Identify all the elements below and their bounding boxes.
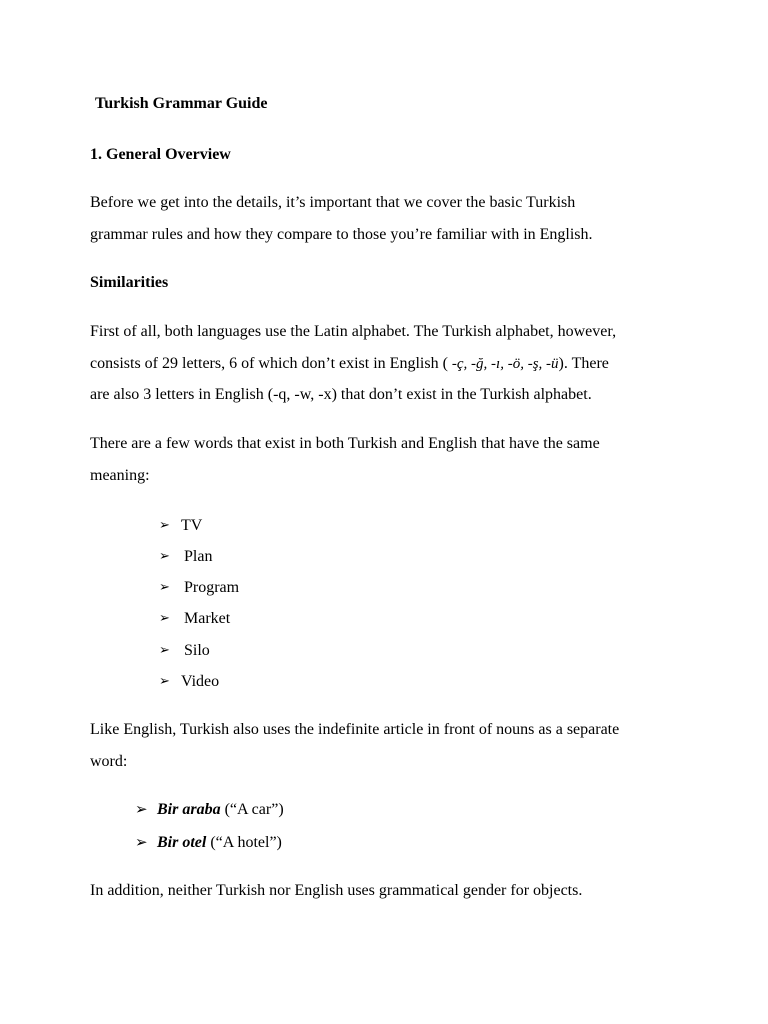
arrow-bullet-icon: ➢ (159, 642, 170, 657)
arrow-bullet-icon: ➢ (159, 673, 170, 688)
example-term: Bir araba (157, 801, 221, 818)
section-heading: 1. General Overview (90, 146, 231, 163)
paragraph-2-line-1: There are a few words that exist in both Turkish and English that have the same (90, 435, 600, 452)
paragraph-2-line-2: meaning: (90, 467, 150, 484)
example-translation: (“A car”) (220, 801, 284, 818)
paragraph-1-line-1: First of all, both languages use the Latin alphabet. The Turkish alphabet, however, (90, 323, 617, 340)
list-item (159, 671, 219, 692)
example-term: Bir otel (157, 834, 207, 851)
list-item-text: Program (184, 579, 240, 596)
paragraph-1-line-3: are also 3 letters in English (-q, -w, -x) that don’t exist in the Turkish alphabet. (90, 386, 592, 403)
list-item (159, 608, 230, 629)
arrow-bullet-icon: ➢ (159, 517, 170, 532)
arrow-bullet-icon: ➢ (135, 802, 148, 818)
list-item (159, 546, 212, 567)
arrow-bullet-icon: ➢ (159, 579, 170, 594)
example-translation: (“A hotel”) (206, 834, 282, 851)
list-item (135, 833, 282, 853)
paragraph-4-line-1: In addition, neither Turkish nor English uses grammatical gender for objects. (90, 882, 583, 899)
intro-line-1: Before we get into the details, it’s important that we cover the basic Turkish (90, 194, 576, 211)
paragraph-1-line-2 (90, 354, 609, 374)
list-item (135, 800, 284, 820)
arrow-bullet-icon: ➢ (135, 835, 148, 851)
arrow-bullet-icon: ➢ (159, 548, 170, 563)
turkish-letters: -ç, -ğ, -ı, -ö, -ş, -ü (451, 356, 559, 372)
list-item (159, 515, 202, 536)
arrow-bullet-icon: ➢ (159, 610, 170, 625)
paragraph-1-line-2-end: ). There (558, 355, 609, 372)
paragraph-1-line-2-start: consists of 29 letters, 6 of which don’t exist in English ( (90, 355, 452, 372)
subheading-similarities: Similarities (90, 274, 169, 291)
document-title: Turkish Grammar Guide (95, 95, 268, 112)
list-item-text: Silo (184, 642, 210, 659)
list-item (159, 640, 210, 661)
list-item-text: Market (184, 610, 231, 627)
paragraph-3-line-1: Like English, Turkish also uses the indefinite article in front of nouns as a separate (90, 721, 620, 738)
paragraph-3-line-2: word: (90, 753, 128, 770)
intro-line-2: grammar rules and how they compare to those you’re familiar with in English. (90, 226, 593, 243)
list-item-text: TV (181, 517, 203, 534)
list-item (159, 577, 239, 598)
list-item-text: Video (181, 673, 220, 690)
list-item-text: Plan (184, 548, 213, 565)
